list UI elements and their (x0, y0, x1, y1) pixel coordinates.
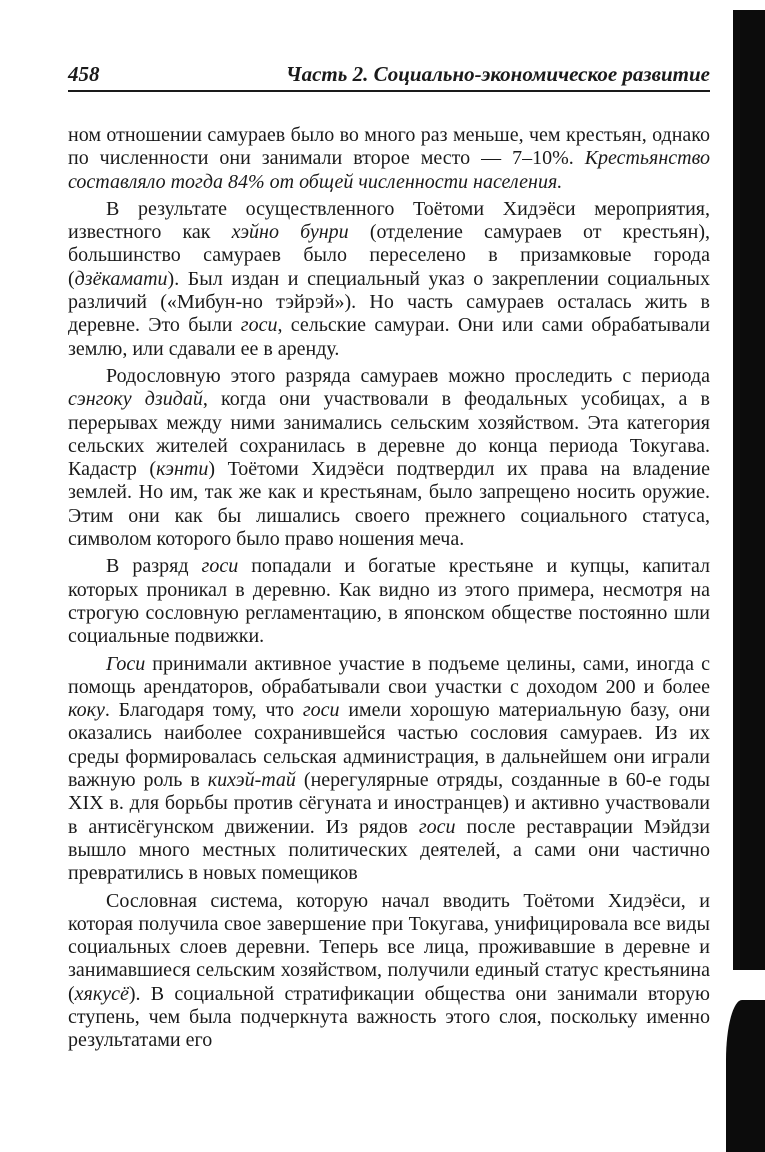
term: кэнти (156, 458, 209, 481)
term: госи (240, 314, 278, 337)
text-run: (отделение самураев от крестьян), большинство самураев было переселено в призамковые города ( (68, 221, 710, 290)
text-run: принимали активное участие в подъеме целины, сами, иногда с помощь арендаторов, обрабатывали свои участки с доходом 200 и более (68, 652, 710, 698)
text-run: Сословная система, которую начал вводить Тоётоми Хидэёси, и которая получила свое завершение при Токугава, унифицировала все виды социальных слоев деревни. Теперь все лица, проживавшие в деревне и занимавшиеся сельским хозяйством, получили единый статус крестьянина ( (68, 889, 710, 1005)
term: сэнгоку дзидай (68, 388, 203, 411)
text-run: после реставрации Мэйдзи вышло много местных политических деятелей, а сами они частично превратились в новых помещиков (68, 815, 710, 885)
term: коку (68, 699, 105, 722)
italic-text-run: Крестьянство составляло тогда 84% от общей численности населения. (68, 147, 710, 193)
text-run: ) Тоётоми Хидэёси подтвердил их права на владение землей. Но им, так же как и крестьянам, было запрещено носить оружие. Этим они как бы лишались своего прежнего социального статуса, символом которого было право ношения меча. (68, 458, 710, 551)
term: госи (201, 555, 239, 578)
text-run: ном отношении самураев было во много раз меньше, чем крестьян, однако по численности они занимали второе место — 7–10%. (68, 124, 710, 170)
text-run: , сельские самураи. Они или сами обрабатывали землю, или сдавали ее в аренду. (68, 314, 710, 360)
term: дзёкамати (74, 267, 168, 290)
text-run: ). В социальной стратификации общества они занимали вторую ступень, чем была подчеркнута важность этого слоя, поскольку именно результатами его (68, 982, 710, 1052)
text-run: В разряд (106, 555, 202, 578)
term: Госи (106, 652, 146, 675)
running-head: Часть 2. Социально-экономическое развитие (285, 62, 710, 86)
text-run: ). Был издан и специальный указ о закреплении социальных различий («Мибун-но тэйрэй»). Но часть самураев осталась жить в деревне. Это были (68, 267, 710, 337)
term: кихэй-тай (207, 769, 296, 792)
text-run: . Благодаря тому, что (104, 699, 303, 722)
page-header (68, 60, 710, 92)
term: хэйно бунри (231, 221, 349, 244)
scan-dark-edge-top (733, 10, 765, 970)
paragraph-5 (68, 653, 710, 886)
text-run: В результате осуществленного Тоётоми Хидэёси мероприятия, известного как (68, 197, 710, 244)
paragraph-4 (68, 555, 710, 648)
text-run: (нерегулярные отряды, созданные в 60-е годы XIX в. для борьбы против сёгуната и иностранцев) и активно участвовали в антисёгунском движении. Из рядов (68, 769, 710, 838)
text-run: , когда они участвовали в феодальных усобицах, а в перерывах между ними занимались сельским хозяйством. Эта категория сельских жителей сохранилась в деревне до конца периода Токугава. Кадастр ( (68, 388, 710, 481)
paragraph-3 (68, 365, 710, 551)
paragraph-6 (68, 890, 710, 1053)
body-text (68, 124, 710, 1053)
term: госи (418, 815, 456, 838)
scan-dark-edge-bottom (726, 1000, 765, 1152)
text-run: Родословную этого разряда самураев можно проследить с периода (106, 364, 710, 387)
paragraph-2 (68, 198, 710, 361)
term: хякусё (74, 982, 129, 1005)
term: госи (302, 699, 340, 722)
page-number: 458 (68, 62, 100, 86)
text-run: попадали и богатые крестьяне и купцы, капитал которых проникал в деревню. Как видно из этого примера, несмотря на строгую сословную регламентацию, в японском обществе постоянно шли социальные подвижки. (68, 555, 710, 648)
paragraph-1 (68, 124, 710, 194)
text-run: имели хорошую материальную базу, они оказались наиболее сохранившейся частью сословия самураев. Из их среды формировалась сельская администрация, в дальнейшем они играли важную роль в (68, 699, 711, 792)
